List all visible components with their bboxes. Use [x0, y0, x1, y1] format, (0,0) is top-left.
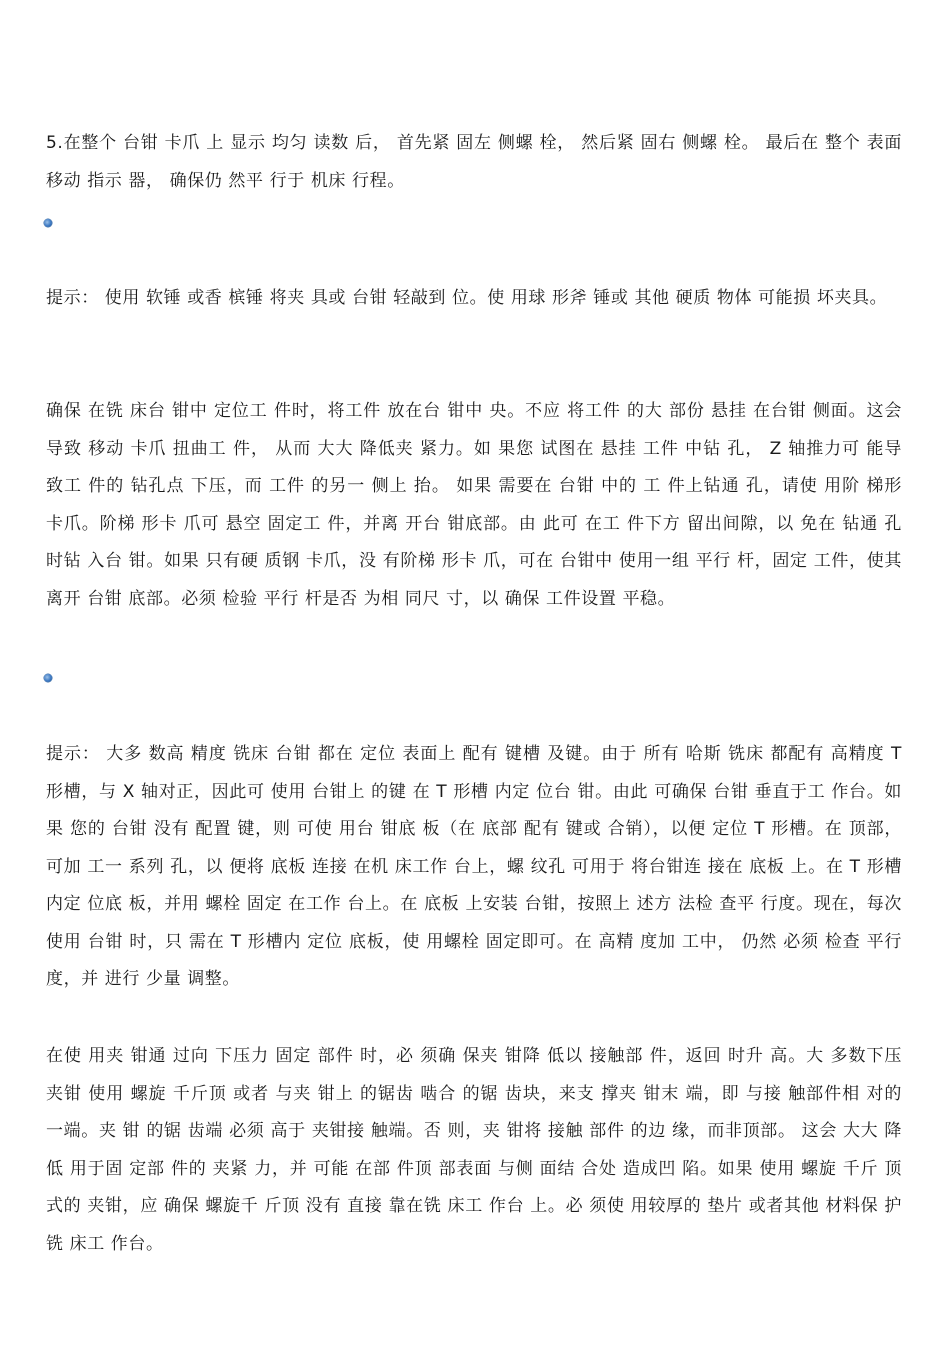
- tip-keyed-vise: 提示： 大多 数高 精度 铣床 台钳 都在 定位 表面上 配有 键槽 及键。由于 所有 哈斯 铣床 都配有 高精度 T 形槽，与 X 轴对正，因此可 使用 台钳上 的键 在 T 形槽 内定 位台 钳。由此 可确保 台钳 垂直于工 作台。如果 您的 台钳 没有 配置 键，则 可使 用台 钳底 板（在 底部 配有 键或 合销），以便 定位 T 形槽。在 顶部，可加 工一 系列 孔，以 便将 底板 连接 在机 床工作 台上，螺 纹孔 可用于 将台钳连 接在 底板 上。在 T 形槽 内定 位底 板，并用 螺栓 固定 在工作 台上。在 底板 上安装 台钳，按照上 述方 法检 查平 行度。现在，每次 使用 台钳 时，只 需在 T 形槽内 定位 底板，使 用螺栓 固定即可。在 高精 度加 工中， 仍然 必须 检查 平行度，并 进行 少量 调整。: [46, 744, 902, 989]
- bullet-dot-icon: [44, 219, 52, 227]
- paragraph-workpiece-positioning: 确保 在铣 床台 钳中 定位工 件时，将工件 放在台 钳中 央。不应 将工件 的大 部份 悬挂 在台钳 侧面。这会 导致 移动 卡爪 扭曲工 件， 从而 大大 降低夹 紧力。如 果您 试图在 悬挂 工件 中钻 孔， Z 轴推力可 能导 致工 件的 钻孔点 下压，而 工件 的另一 侧上 抬。 如果 需要在 台钳 中的 工 件上钻通 孔，请使 用阶 梯形 卡爪。阶梯 形卡 爪可 悬空 固定工 件，并离 开台 钳底部。由 此可 在工 件下方 留出间隙，以 免在 钻通 孔时钻 入台 钳。如果 只有硬 质钢 卡爪，没 有阶梯 形卡 爪，可在 台钳中 使用一组 平行 杆，固定 工件，使其 离开 台钳 底部。必须 检验 平行 杆是否 为相 同尺 寸，以 确保 工件设置 平稳。: [46, 401, 902, 609]
- bullet-dot-icon: [44, 674, 52, 682]
- paragraph-clamp-usage: 在使 用夹 钳通 过向 下压力 固定 部件 时，必 须确 保夹 钳降 低以 接触部 件，返回 时升 高。大 多数下压 夹钳 使用 螺旋 千斤顶 或者 与夹 钳上 的锯齿 啮合 的锯 齿块，来支 撑夹 钳末 端，即 与接 触部件相 对的 一端。夹 钳 的锯 齿端 必须 高于 夹钳接 触端。否 则，夹 钳将 接触 部件 的边 缘，而非顶部。 这会 大大 降低 用于固 定部 件的 夹紧 力，并 可能 在部 件顶 部表面 与侧 面结 合处 造成凹 陷。如果 使用 螺旋 千斤 顶式的 夹钳，应 确保 螺旋千 斤顶 没有 直接 靠在铣 床工 作台 上。必 须使 用较厚的 垫片 或者其他 材料保 护铣 床工 作台。: [46, 1046, 902, 1254]
- paragraph-vise-tightening: 5.在整个 台钳 卡爪 上 显示 均匀 读数 后， 首先紧 固左 侧螺 栓， 然后紧 固右 侧螺 栓。 最后在 整个 表面 移动 指示 器， 确保仍 然平 行于 机床 行程。: [46, 133, 902, 191]
- tip-soft-hammer: 提示： 使用 软锤 或香 槟锤 将夹 具或 台钳 轻敲到 位。使 用球 形斧 锤或 其他 硬质 物体 可能损 坏夹具。: [46, 288, 888, 308]
